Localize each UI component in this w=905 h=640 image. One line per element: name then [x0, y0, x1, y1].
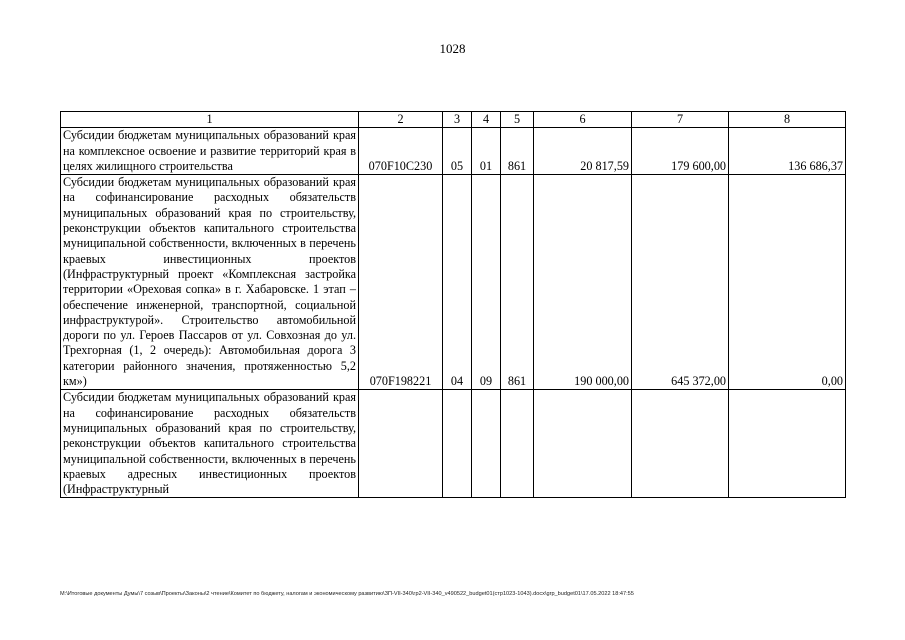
row-amount-col6: 20 817,59: [534, 128, 632, 175]
row-expense-type: 861: [501, 128, 534, 175]
row-amount-col7: 645 372,00: [632, 175, 729, 390]
column-header-4: 4: [472, 112, 501, 128]
row-expense-type: 861: [501, 175, 534, 390]
column-header-2: 2: [359, 112, 443, 128]
table-row: [61, 128, 846, 175]
file-path-footer: M:\Итоговые документы Думы\7 созыв\Проекты\Законы\2 чтение\Комитет по бюджету, налогам и экономическому развитию\ЗП-VII-340\гр2-VII-340_v490522_budget01(стр1023-1043).docx\grp_budget01\17.05.2022 18:47:55: [60, 591, 634, 597]
row-section: 04: [443, 175, 472, 390]
column-header-8: 8: [729, 112, 846, 128]
row-description: Субсидии бюджетам муниципальных образований края на софинансирование расходных обязательств муниципальных образований края по строительству, реконструкции объектов капитального строительства муниципальной собственности, включенных в перечень краевых инвестиционных проектов (Инфраструктурный проект «Комплексная застройка территории «Ореховая сопка» в г. Хабаровске. 1 этап – обеспечение инженерной, транспортной, социальной инфраструктурой». Строительство автомобильной дороги по ул. Героев Пассаров от ул. Совхозная до ул. Трехгорная (1, 2 очередь): Автомобильная дорога 3 категории районного значения, протяженностью 5,2 км»): [61, 175, 359, 390]
row-subsection: [472, 390, 501, 498]
row-amount-col8: 0,00: [729, 175, 846, 390]
row-description: Субсидии бюджетам муниципальных образований края на софинансирование расходных обязательств муниципальных образований края по строительству, реконструкции объектов капитального строительства муниципальной собственности, включенных в перечень краевых адресных инвестиционных проектов (Инфраструктурный: [61, 390, 359, 498]
row-amount-col6: [534, 390, 632, 498]
column-header-6: 6: [534, 112, 632, 128]
row-amount-col8: 136 686,37: [729, 128, 846, 175]
row-target-code: [359, 390, 443, 498]
table-row: [61, 390, 846, 498]
table-header-row: [61, 112, 846, 128]
row-section: [443, 390, 472, 498]
column-header-1: 1: [61, 112, 359, 128]
row-subsection: 09: [472, 175, 501, 390]
row-expense-type: [501, 390, 534, 498]
row-amount-col6: 190 000,00: [534, 175, 632, 390]
row-amount-col7: [632, 390, 729, 498]
page-number: 1028: [439, 41, 466, 56]
column-header-7: 7: [632, 112, 729, 128]
row-subsection: 01: [472, 128, 501, 175]
budget-table: [60, 111, 846, 498]
column-header-5: 5: [501, 112, 534, 128]
row-target-code: 070F198221: [359, 175, 443, 390]
row-target-code: 070F10C230: [359, 128, 443, 175]
table-row: [61, 175, 846, 390]
row-description: Субсидии бюджетам муниципальных образований края на комплексное освоение и развитие территорий края в целях жилищного строительства: [61, 128, 359, 175]
row-amount-col7: 179 600,00: [632, 128, 729, 175]
row-amount-col8: [729, 390, 846, 498]
column-header-3: 3: [443, 112, 472, 128]
row-section: 05: [443, 128, 472, 175]
